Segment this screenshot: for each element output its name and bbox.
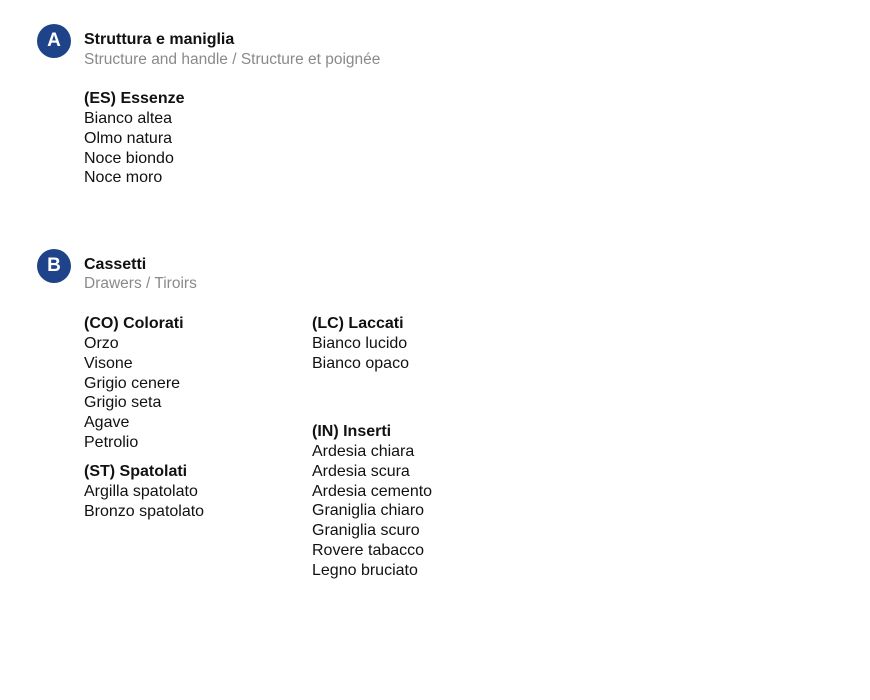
group-title: (CO) Colorati xyxy=(84,315,184,332)
group-title: (ES) Essenze xyxy=(84,90,185,107)
list-item: Noce biondo xyxy=(84,149,174,167)
list-item: Olmo natura xyxy=(84,129,173,147)
list-item: Petrolio xyxy=(84,433,139,451)
list-item: Graniglia chiaro xyxy=(312,502,425,520)
group-item-list xyxy=(84,482,304,522)
list-item: Orzo xyxy=(84,335,119,352)
list-item: Ardesia chiara xyxy=(312,443,415,460)
list-item: Bianco lucido xyxy=(312,335,408,352)
group-item-list xyxy=(84,334,304,453)
list-item: Agave xyxy=(84,414,130,432)
group-colorati xyxy=(84,314,304,453)
group-title: (IN) Inserti xyxy=(312,423,392,440)
list-item: Grigio seta xyxy=(84,394,162,412)
list-item: Bronzo spatolato xyxy=(84,502,205,520)
group-essenze xyxy=(84,89,304,188)
list-item: Legno bruciato xyxy=(312,561,418,579)
group-item-list xyxy=(312,334,532,374)
list-item: Graniglia scuro xyxy=(312,522,420,540)
section-a-title: Struttura e maniglia xyxy=(84,31,235,48)
list-item: Visone xyxy=(84,354,133,372)
group-title: (LC) Laccati xyxy=(312,315,404,332)
group-inserti xyxy=(312,422,532,581)
group-item-list xyxy=(84,109,304,188)
list-item: Ardesia cemento xyxy=(312,482,433,500)
group-title: (ST) Spatolati xyxy=(84,463,188,480)
group-spatolati xyxy=(84,462,304,522)
section-a-badge: A xyxy=(37,24,71,58)
list-item: Argilla spatolato xyxy=(84,483,198,500)
group-item-list xyxy=(312,442,532,581)
list-item: Rovere tabacco xyxy=(312,541,425,559)
section-b-badge: B xyxy=(37,249,71,283)
section-b-subtitle: Drawers / Tiroirs xyxy=(84,275,197,292)
section-b-title: Cassetti xyxy=(84,256,147,273)
list-item: Noce moro xyxy=(84,169,163,187)
group-laccati xyxy=(312,314,532,374)
list-item: Bianco altea xyxy=(84,110,173,127)
section-a-subtitle: Structure and handle / Structure et poignée xyxy=(84,51,381,68)
list-item: Grigio cenere xyxy=(84,374,181,392)
list-item: Bianco opaco xyxy=(312,354,409,372)
list-item: Ardesia scura xyxy=(312,462,410,480)
